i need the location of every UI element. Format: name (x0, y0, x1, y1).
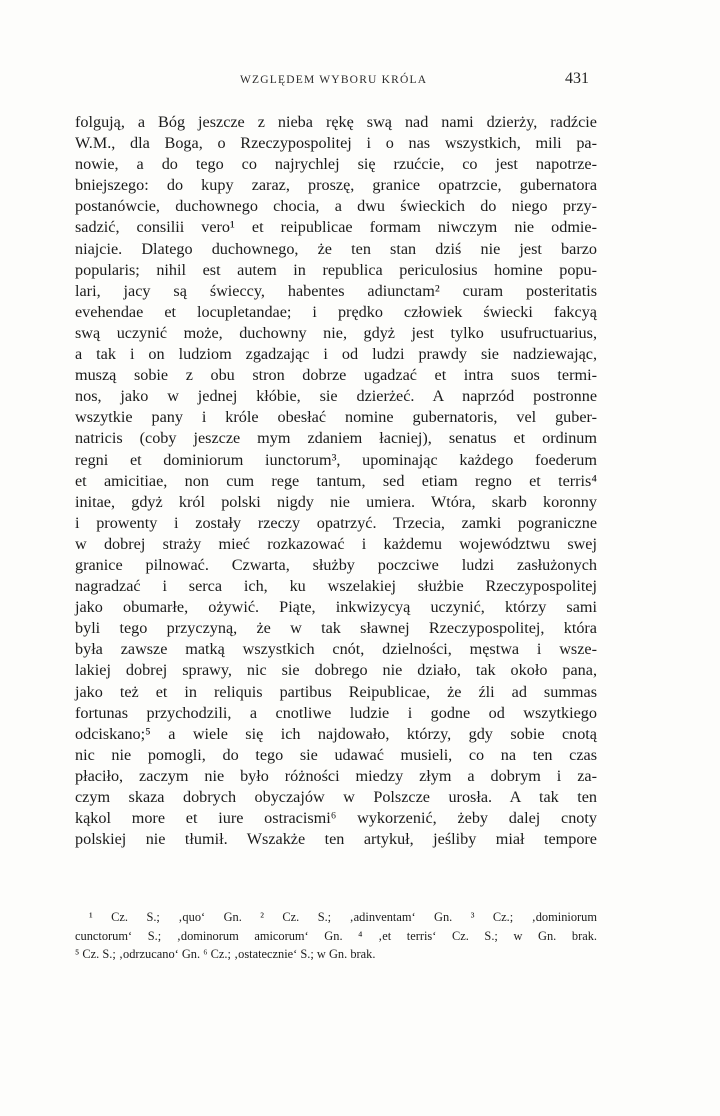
text-line: nos, jako w jednej kłóbie, sie dzierżeć. A naprzód postronne (75, 387, 597, 406)
main-text (75, 112, 597, 850)
text-line: W.M., dla Boga, o Rzeczypospolitej i o nas wszystkich, mili pa- (75, 134, 597, 153)
running-title: WZGLĘDEM WYBORU KRÓLA (240, 74, 428, 86)
text-line: regni et dominiorum iunctorum³, upominając każdego foederum (75, 450, 597, 469)
text-line: płaciło, zaczym nie było różności miedzy złym a dobrym i za- (75, 766, 597, 785)
page-number: 431 (565, 70, 589, 87)
text-line: w dobrej straży mieć rozkazować i każdemu województwu swej (75, 534, 597, 553)
text-line: czym skaza dobrych obyczajów w Polszcze urosła. A tak ten (75, 788, 597, 806)
footnote-line: ¹ Cz. S.; ‚quo‘ Gn. ² Cz. S.; ‚adinventam‘ Gn. ³ Cz.; ‚dominiorum (89, 910, 597, 924)
text-line: muszą sobie z obu stron dobrze ugadzać et intra suos termi- (75, 366, 597, 385)
text-line: polskiej nie tłumił. Wszakże ten artykuł, jeśliby miał tempore (75, 830, 597, 849)
text-line: postanówcie, duchownego chocia, a dwu świeckich do niego przy- (75, 197, 597, 216)
text-line: a tak i on ludziom zgadzając i od ludzi prawdy sie nadziewając, (75, 345, 597, 364)
text-line: folgują, a Bóg jeszcze z nieba rękę swą nad nami dzierży, radźcie (75, 113, 597, 131)
text-line: byli tego przyczyną, że w tak sławnej Rzeczypospolitej, która (75, 619, 597, 638)
text-line: et amicitiae, non cum rege tantum, sed etiam regno et terris⁴ (75, 471, 597, 490)
text-line: initae, gdyż król polski nigdy nie umiera. Wtóra, skarb koronny (75, 492, 597, 511)
text-line: niajcie. Dlatego duchownego, że ten stan dziś nie jest barzo (75, 239, 597, 258)
text-line: sadzić, consilii vero¹ et reipublicae formam niwczym nie odmie- (75, 218, 597, 237)
text-line: nowie, a do tego co najrychlej się rzućcie, co jest napotrze- (75, 155, 597, 174)
text-line: jako też et in reliquis partibus Reipublicae, że źli ad summas (75, 682, 597, 701)
text-line: swą uczynić może, duchowny nie, gdyż jest tylko usufructuarius, (75, 323, 597, 342)
text-line: natricis (coby jeszcze mym zdaniem łacniej), senatus et ordinum (75, 429, 597, 448)
text-line: popularis; nihil est autem in republica periculosius homine popu- (75, 260, 597, 279)
text-line: fortunas przychodzili, a cnotliwe ludzie i godne od wszytkiego (75, 703, 597, 722)
text-line: była zawsze matką wszystkich cnót, dzielności, męstwa i wsze- (75, 640, 597, 659)
text-line: odciskano;⁵ a wiele się ich najdowało, którzy, gdy sobie cnotą (75, 724, 597, 743)
footnotes (75, 908, 597, 964)
text-line: bniejszego: do kupy zaraz, proszę, granice opatrzcie, gubernatora (75, 176, 597, 195)
text-line: jako obumarłe, ożywić. Piąte, inkwizycyą uczynić, którzy sami (75, 598, 597, 617)
footnote-line: cunctorum‘ S.; ‚dominorum amicorum‘ Gn. ⁴ ‚et terris‘ Cz. S.; w Gn. brak. (75, 928, 597, 943)
text-line: lari, jacy są świeccy, habentes adiunctam² curam posteritatis (75, 281, 597, 300)
text-line: lakiej dobrej sprawy, nic sie dobrego nie działo, tak około pana, (75, 661, 597, 680)
text-line: kąkol more et iure ostracismi⁶ wykorzenić, żeby dalej cnoty (75, 809, 597, 828)
text-line: granice pilnować. Czwarta, służby poczciwe ludzi zasłużonych (75, 555, 597, 574)
text-line: nagradzać i serca ich, ku wszelakiej służbie Rzeczypospolitej (75, 577, 597, 596)
text-line: nic nie pomogli, do tego sie udawać musieli, co na ten czas (75, 745, 597, 764)
text-line: evehendae et locupletandae; i prędko człowiek świecki fakcyą (75, 302, 597, 321)
text-line: wszytkie pany i króle obesłać nomine gubernatoris, vel guber- (75, 408, 597, 427)
text-line: i prowenty i zostały rzeczy opatrzyć. Trzecia, zamki pograniczne (75, 513, 597, 532)
footnote-line: ⁵ Cz. S.; ‚odrzucano‘ Gn. ⁶ Cz.; ‚ostatecznie‘ S.; w Gn. brak. (75, 947, 376, 961)
